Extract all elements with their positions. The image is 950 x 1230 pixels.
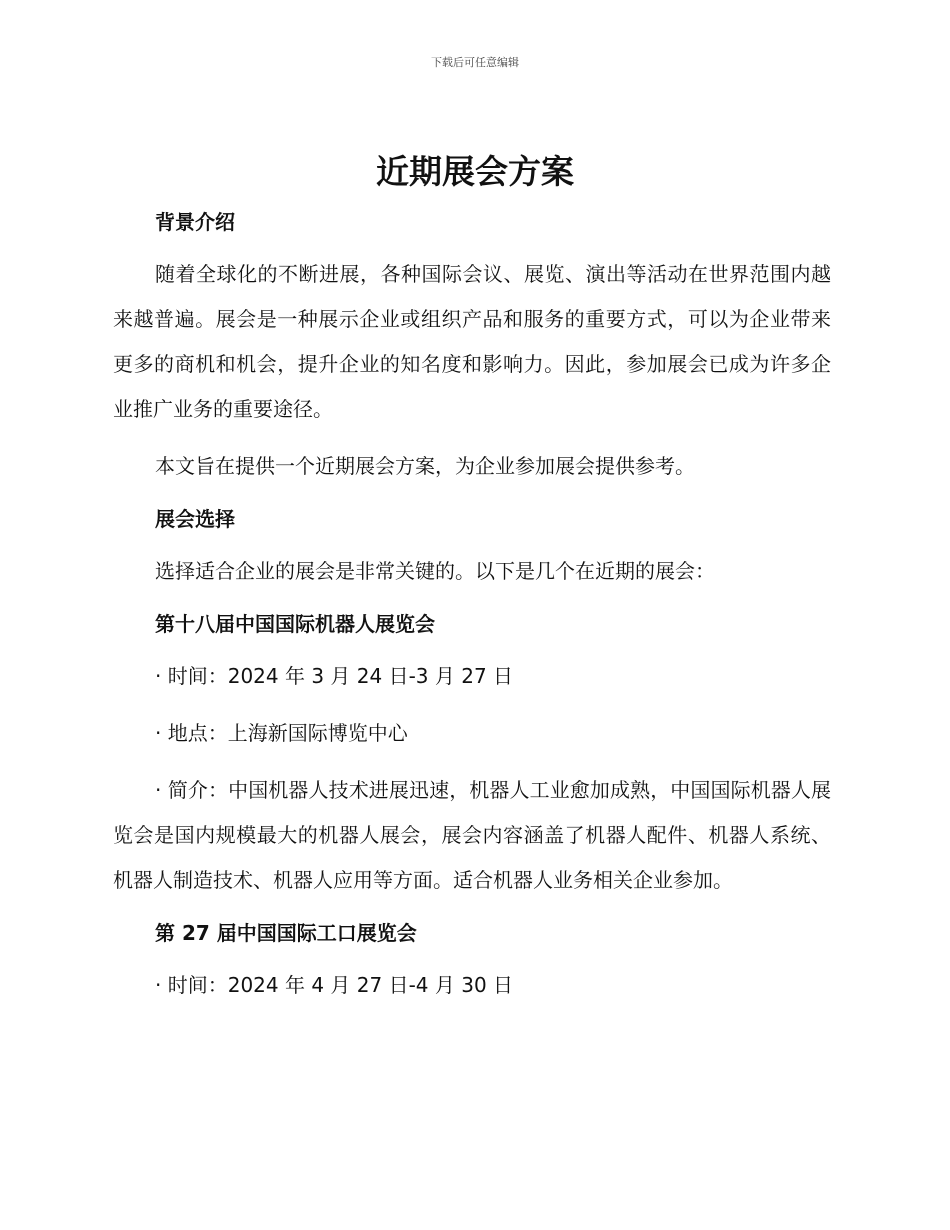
document-body [113,204,831,1008]
paragraph-background-2: 本文旨在提供一个近期展会方案，为企业参加展会提供参考。 [155,454,695,478]
paragraph-background-1: 随着全球化的不断进展，各种国际会议、展览、演出等活动在世界范围内越来越普遍。展会是一种展示企业或组织产品和服务的重要方式，可以为企业带来更多的商机和机会，提升企业的知名度和影响力。因此，参加展会已成为许多企业推广业务的重要途径。 [113,262,831,421]
section-heading-background: 背景介绍 [155,210,235,234]
exhibition-1-time: · 时间：2024 年 3 月 24 日-3 月 27 日 [155,664,514,688]
section-heading-selection: 展会选择 [155,507,235,531]
exhibition-1-name: 第十八届中国国际机器人展览会 [155,612,435,636]
document-title: 近期展会方案 [376,152,574,191]
exhibition-1-place: · 地点：上海新国际博览中心 [155,721,408,745]
paragraph-selection-intro: 选择适合企业的展会是非常关键的。以下是几个在近期的展会： [155,559,715,583]
exhibition-2-time: · 时间：2024 年 4 月 27 日-4 月 30 日 [155,973,514,997]
exhibition-2-name: 第 27 届中国国际工口展览会 [155,921,417,945]
exhibition-1-intro: · 简介：中国机器人技术进展迅速，机器人工业愈加成熟，中国国际机器人展览会是国内规模最大的机器人展会，展会内容涵盖了机器人配件、机器人系统、机器人制造技术、机器人应用等方面。适合机器人业务相关企业参加。 [113,778,831,892]
header-note: 下载后可任意编辑 [431,56,519,69]
